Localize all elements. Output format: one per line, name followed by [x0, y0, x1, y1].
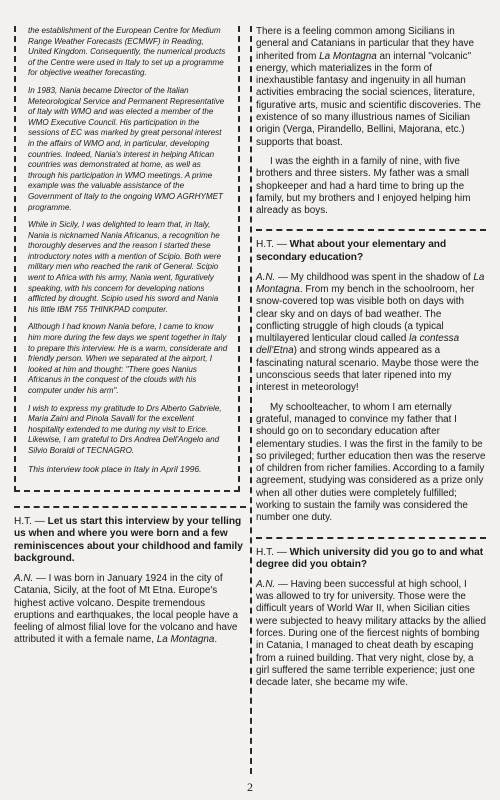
answer-text: My childhood was spent in the shadow of	[290, 271, 474, 283]
answer-education	[256, 272, 486, 395]
respondent-tag: A.N. —	[256, 271, 288, 283]
answer-text: Having been successful at high school, I was allowed to try for university. Those were the difficult years of World War II, when Sicilian cities were subjected to heavy military attacks by the allied forces. During one of the fiercest nights of bombing in Catania, I managed to cheat death by escaping from a ruined building. That very night, close by, a girl suffered the same terrible experience; just one decade later, she became my wife.	[256, 578, 486, 689]
intro-paragraph: the establishment of the European Centre for Medium Range Weather Forecasts (ECMWF) in Reading, United Kingdom. Consequently, the numerical products of the Centre were used in Italy to set up a programme for objective weather forecasting.	[28, 26, 226, 78]
intro-paragraph: Although I had known Nania before, I came to know him more during the few days we spent together in Italy to prepare this interview. He is a warm, considerate and friendly person. When we separated at the airport, I looked at him and thought: "There goes Nanius Africanus in the conquest of the clouds with his computer under his arm".	[28, 322, 228, 395]
answer-birth	[14, 573, 246, 647]
respondent-tag: A.N. —	[256, 578, 288, 590]
section-separator	[14, 506, 246, 508]
respondent-tag: A.N. —	[14, 572, 46, 584]
paragraph-text: an internal "volcanic" energy, which materializes in the form of inexhaustible fantasy and ingenuity in all human activities embracing the social sciences, literature, figurative arts, music and scientific discoveries. The existence of so many illustrious names of Sicilian origin (Verga, Pirandello, Bellini, Majorana, etc.) supports that boast.	[256, 50, 481, 148]
paragraph-schoolteacher: My schoolteacher, to whom I am eternally grateful, managed to convince my father that I should go on to secondary education after elementary studies. I was the first in the family to be so privileged; further education then was the reserve of children from richer families. According to a family agreement, studying was considered as a prize only when all other duties were completely fulfilled; working to sustain the family was considered the number one duty.	[256, 401, 486, 524]
answer-text: . From my bench in the schoolroom, her snow-covered top was visible both on days with clear sky and on days of bad weather. The conflicting struggle of high clouds (a typical multilayered lenticular cloud called	[256, 283, 475, 345]
answer-emphasis: La Montagna	[256, 271, 485, 295]
question-university	[256, 547, 486, 572]
interviewer-tag: H.T. —	[14, 515, 45, 527]
paragraph-text: There is a feeling common among Sicilians in general and Catanians in particular that they have inherited from	[256, 26, 474, 62]
question-education	[256, 239, 486, 264]
answer-university	[256, 579, 486, 690]
question-text: Which university did you go to and what degree did you obtain?	[256, 546, 484, 571]
right-column	[256, 26, 486, 696]
paragraph-volcanic-energy	[256, 26, 486, 149]
interviewer-tag: H.T. —	[256, 239, 287, 251]
section-separator	[256, 537, 486, 539]
intro-paragraph: In 1983, Nania became Director of the Italian Meteorological Service and Permanent Representative of Italy with WMO and was elected a member of the WMO Executive Council. His participation in the sessions of EC was marked by great personal interest in the affairs of WMO and, in particular, developing countries. Indeed, Nania's interest in helping African countries was demonstrated at home, as well as through his participation in WMO meetings. A prime example was the valuable assistance of the Government of Italy to the ongoing WMO AGRHYMET programme.	[28, 85, 225, 212]
answer-emphasis: la contessa dell'Etna	[256, 333, 460, 357]
section-separator	[256, 229, 486, 231]
column-divider	[250, 26, 252, 774]
answer-text: .	[214, 634, 218, 646]
answer-emphasis: La Montagna	[156, 634, 215, 646]
question-birth	[14, 516, 246, 566]
left-column	[14, 26, 246, 654]
interview-date-note: This interview took place in Italy in April 1996.	[28, 463, 202, 474]
page-number: 2	[247, 780, 253, 794]
question-text: What about your elementary and secondary education?	[256, 239, 447, 264]
paragraph-emphasis: La Montagna	[319, 50, 377, 62]
intro-box	[14, 26, 240, 492]
intro-paragraph: While in Sicily, I was delighted to learn that, in Italy, Nania is nicknamed Nania Africanus, a recognition he thoroughly deserves and the reason I started these introductory notes with a mention of Scipio. Both were military men who reached the rank of General. Scipio went to Africa with his army, Nania went, figuratively speaking, with his concern for developing nations afflicted by drought. Scipio used his sword and Nania his little IBM 755 THINKPAD computer.	[28, 220, 222, 314]
question-text: Let us start this interview by your telling us when and where you were born and a few reminiscences about your childhood and family background.	[14, 515, 243, 565]
answer-text: I was born in January 1924 in the city of Catania, Sicily, at the foot of Mt Etna. Europe's highest active volcano. Despite tremendous eruptions and earthquakes, the local people have a feeling of almost filial love for the volcano and have attributed it with a female name,	[14, 572, 238, 646]
interviewer-tag: H.T. —	[256, 546, 287, 558]
answer-text: ) and strong winds appeared as a fascinating natural scenario. Maybe those were the unconscious seeds that later ripened into my interest in meteorology!	[256, 345, 479, 394]
intro-paragraph: I wish to express my gratitude to Drs Alberto Gabriele, Maria Zaini and Pinola Savalli for the excellent hospitality extended to me during my visit to Erice. Likewise, I am grateful to Drs Andrea Dell'Angelo and Silvio Boraldi of TECNAGRO.	[28, 403, 222, 455]
paragraph-family: I was the eighth in a family of nine, with five brothers and three sisters. My father was a small shopkeeper and had a hard time to bring up the family, but my brothers and I enjoyed helping him already as boys.	[256, 155, 471, 217]
